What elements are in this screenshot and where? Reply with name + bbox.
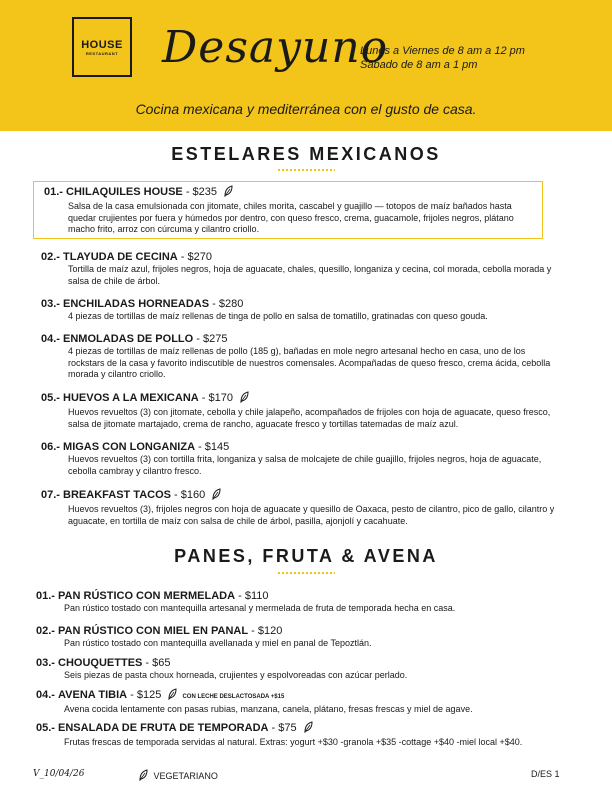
item-description: Pan rústico tostado con mantequilla artesanal y mermelada de fruta de temporada hecha en casa. — [64, 603, 456, 613]
vegetarian-leaf-icon — [239, 391, 249, 407]
item-price: - $275 — [193, 333, 228, 345]
item-price: - $235 — [182, 186, 218, 198]
item-name: ENCHILADAS HORNEADAS — [63, 298, 210, 310]
menu-item-breakfast-tacos — [41, 488, 561, 527]
menu-item-pan-miel — [36, 624, 576, 650]
menu-item-tlayuda — [41, 250, 561, 287]
section-title-panes: PANES, FRUTA & AVENA — [174, 546, 438, 566]
item-description: Seis piezas de pasta choux horneada, crujientes y espolvoreadas con azúcar perlado. — [64, 670, 408, 680]
item-name: ENMOLADAS DE POLLO — [63, 333, 194, 345]
item-price: - $125 — [127, 689, 162, 701]
item-name: AVENA TIBIA — [58, 689, 128, 701]
item-number: 02.- — [36, 625, 55, 637]
item-price: - $110 — [235, 590, 269, 602]
hours-saturday: Sábado de 8 am a 1 pm — [360, 59, 478, 71]
item-name: HUEVOS A LA MEXICANA — [63, 392, 199, 404]
opening-hours — [360, 44, 525, 72]
menu-item-huevos-mexicana — [41, 391, 561, 430]
item-price: - $65 — [142, 657, 171, 669]
item-number: 02.- — [41, 251, 60, 263]
section-divider — [277, 571, 335, 575]
logo-main-text: HOUSE — [81, 39, 123, 51]
version-code: V_10/04/26 — [33, 769, 85, 779]
vegetarian-leaf-icon — [138, 773, 148, 783]
vegetarian-legend — [138, 769, 218, 784]
hours-weekdays: Lunes a Viernes de 8 am a 12 pm — [360, 45, 525, 57]
item-description: Huevos revueltos (3) con tortilla frita, longaniza y salsa de molcajete de chile guajillo, frijoles negros, hoja de aguacate, cebolla cambray y cilantro fresco. — [68, 454, 542, 476]
item-number: 07.- — [41, 489, 60, 501]
item-name: MIGAS CON LONGANIZA — [63, 441, 196, 453]
item-name: ENSALADA DE FRUTA DE TEMPORADA — [58, 722, 269, 734]
lactose-free-note: CON LECHE DESLACTOSADA +$15 — [182, 694, 285, 700]
item-name: TLAYUDA DE CECINA — [63, 251, 178, 263]
menu-title: Desayuno — [162, 22, 389, 73]
item-description: Salsa de la casa emulsionada con jitomate, chiles morita, cascabel y guajillo — totopos de maíz bañados hasta quedar crujientes por fuera y húmedos por dentro, con queso fresco, crema, guacamole, frijoles negros, plátano macho frito, arroz con cúrcuma y cilantro criollo. — [68, 201, 514, 234]
item-name: CHILAQUILES HOUSE — [66, 186, 183, 198]
item-price: - $75 — [268, 722, 297, 734]
item-description: 4 piezas de tortillas de maíz rellenas de tinga de pollo en salsa de tomatillo, gratinadas con queso gouda. — [68, 311, 488, 321]
menu-item-enmoladas — [41, 332, 561, 381]
item-description: Tortilla de maíz azul, frijoles negros, hoja de aguacate, chales, quesillo, longaniza y cecina, col morada, cebolla morada y salsa de chile de árbol. — [68, 264, 552, 286]
menu-item-avena — [36, 688, 576, 716]
item-number: 01.- — [36, 590, 55, 602]
item-price: - $280 — [209, 298, 244, 310]
header-band — [0, 0, 612, 131]
item-name: PAN RÚSTICO CON MERMELADA — [58, 590, 236, 602]
vegetarian-leaf-icon — [211, 488, 221, 504]
section-divider — [277, 168, 335, 172]
menu-item-pan-mermelada — [36, 589, 576, 615]
menu-item-ensalada-fruta — [36, 721, 586, 749]
item-price: - $120 — [248, 625, 283, 637]
item-number: 04.- — [36, 689, 55, 701]
page-number: D/ES 1 — [531, 769, 560, 779]
vegetarian-legend-label: VEGETARIANO — [153, 771, 218, 781]
item-number: 06.- — [41, 441, 60, 453]
tagline: Cocina mexicana y mediterránea con el gusto de casa. — [135, 101, 477, 117]
item-number: 03.- — [36, 657, 55, 669]
vegetarian-leaf-icon — [223, 185, 233, 201]
item-price: - $145 — [195, 441, 230, 453]
item-price: - $170 — [198, 392, 233, 404]
item-number: 05.- — [36, 722, 55, 734]
menu-item-chouquettes — [36, 656, 576, 682]
vegetarian-leaf-icon — [303, 721, 313, 737]
item-name: BREAKFAST TACOS — [63, 489, 171, 501]
item-name: PAN RÚSTICO CON MIEL EN PANAL — [58, 625, 249, 637]
item-number: 01.- — [44, 186, 63, 198]
item-description: Frutas frescas de temporada servidas al natural. Extras: yogurt +$30 -granola +$35 -cottage +$40 -miel local +$40. — [64, 737, 523, 747]
item-description: Avena cocida lentamente con pasas rubias, manzana, canela, plátano, fresas frescas y miel de agave. — [64, 704, 473, 714]
item-name: CHOUQUETTES — [58, 657, 143, 669]
item-number: 05.- — [41, 392, 60, 404]
house-restaurant-logo — [72, 17, 132, 77]
section-title-estelares: ESTELARES MEXICANOS — [171, 144, 441, 164]
menu-item-enchiladas — [41, 297, 561, 323]
logo-sub-text: RESTAURANT — [85, 51, 119, 56]
item-description: 4 piezas de tortillas de maíz rellenas de pollo (185 g), bañadas en mole negro artesanal hecho en casa, uno de los rockstars de la casa y favorito indiscutible de nuestros comensales. Acompañadas de queso fresco, crema ácida, cebolla morada y cilantro criollo. — [68, 346, 551, 379]
menu-item-migas — [41, 440, 561, 477]
item-number: 03.- — [41, 298, 60, 310]
menu-item-chilaquiles — [33, 181, 543, 239]
item-number: 04.- — [41, 333, 60, 345]
vegetarian-leaf-icon — [167, 688, 177, 704]
item-description: Huevos revueltos (3) con jitomate, cebolla y chile jalapeño, acompañados de frijoles con hoja de aguacate, queso fresco, salsa de jitomate martajado, crema de rancho, aguacate fresco y tortillas tatemadas de maíz azul. — [68, 407, 551, 429]
item-description: Huevos revueltos (3), frijoles negros con hoja de aguacate y quesillo de Oaxaca, pesto de cilantro, pico de gallo, cilantro y aguacate, en tortilla de maíz con salsa de chile de árbol, pasilla, ajonjolí y cacahuate. — [68, 504, 555, 526]
item-price: - $160 — [171, 489, 206, 501]
item-price: - $270 — [177, 251, 212, 263]
item-description: Pan rústico tostado con mantequilla avellanada y miel en panal de Tepoztlán. — [64, 638, 372, 648]
